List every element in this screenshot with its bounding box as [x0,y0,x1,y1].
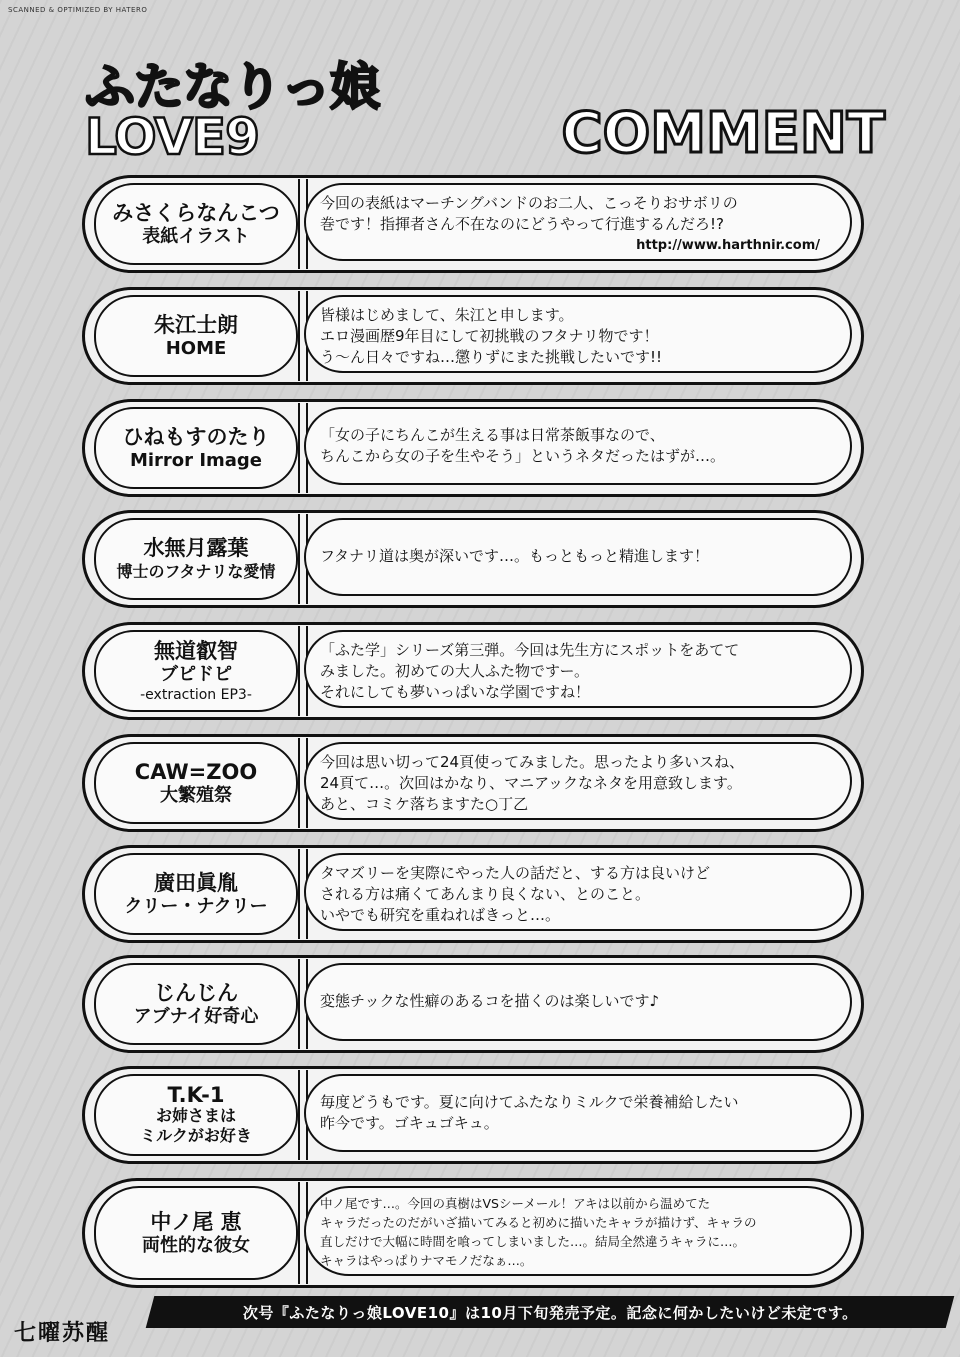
comment-entry [82,287,864,385]
author-name: 廣田眞胤 [154,871,238,895]
comment-box [304,1186,852,1276]
comment-entry [82,845,864,943]
comment-line: 皆様はじめまして、朱江と申します。 [320,306,574,324]
comment-box [304,518,852,596]
work-title-line2: ミルクがお好き [140,1126,252,1145]
work-subtitle: -extraction EP3- [140,687,252,703]
author-box [94,1074,298,1156]
comment-box [304,742,852,820]
comment-entry [82,622,864,720]
comment-line: 昨今です。ゴキュゴキュ。 [320,1114,499,1132]
comment-line: みました。初めての大人ふた物ですー。 [320,662,589,680]
comment-line: それにしても夢いっぱいな学園ですね！ [320,683,591,701]
comment-box [304,630,852,708]
next-issue-text: 次号『ふたなりっ娘LOVE10』は10月下旬発売予定。記念に何かしたいけど未定です。 [242,1303,858,1322]
comment-line: 中ノ尾です…。今回の真樹はVSシーメール！アキは以前から温めてた [320,1196,711,1211]
comment-line: 変態チックな性癖のあるコを描くのは楽しいです♪ [320,992,660,1010]
comment-line: フタナリ道は奥が深いです…。もっともっと精進します！ [320,547,709,565]
comment-line: キャラだったのだがいざ描いてみると初めに描いたキャラが描けず、キャラの [320,1215,757,1230]
comment-line: 「ふた学」シリーズ第三弾。今回は先生方にスポットをあてて [320,641,740,659]
work-title: 博士のフタナリな愛情 [116,562,276,581]
author-box [94,1186,298,1280]
next-issue-banner [146,1296,955,1328]
author-name: ひねもすのたり [122,425,270,449]
comment-entry [82,175,864,273]
author-box [94,742,298,824]
comment-line: 直しだけで大幅に時間を喰ってしまいました…。結局全然違うキャラに…。 [320,1234,746,1249]
comment-box [304,853,852,931]
comment-line: される方は痛くてあんまり良くない、とのこと。 [320,885,651,903]
work-title: お姉さまは [155,1106,236,1125]
comment-line: ちんこから女の子を生やそう」というネタだったはずが…。 [320,447,726,465]
author-box [94,518,298,600]
comment-box [304,183,852,261]
comment-title: COMMENT [561,101,885,166]
scan-credit: SCANNED & OPTIMIZED BY HATERO [8,6,148,14]
comment-line: 「女の子にちんこが生える事は日常茶飯事なので、 [320,426,665,444]
author-box [94,853,298,935]
comment-box [304,963,852,1041]
comment-line: う〜ん日々ですね…懲りずにまた挑戦したいです!! [320,348,663,366]
page-header [85,58,885,166]
comment-line: 巻です！指揮者さん不在なのにどうやって行進するんだろ!? [320,215,724,233]
work-title: アブナイ好奇心 [133,1006,259,1027]
author-name: 水無月露葉 [143,536,249,560]
comment-entry [82,1066,864,1164]
comment-entry [82,399,864,497]
work-title: ブピドピ [160,664,232,685]
comment-line: キャラはやっぱりナマモノだなぁ…。 [320,1253,533,1268]
author-name: じんじん [154,981,238,1005]
comment-line: タマズリーを実際にやった人の話だと、する方は良いけど [320,864,711,882]
comment-box [304,407,852,485]
comment-line: あと、コミケ落ちますた○丁乙 [320,795,529,813]
author-name: 無道叡智 [154,639,238,663]
work-title: HOME [165,338,227,359]
work-title: 大繁殖祭 [160,785,232,806]
watermark-pattern: ​ [25,231,55,368]
author-name: CAW=ZOO [134,760,258,784]
comment-line: 今回の表紙はマーチングバンドのお二人、こっそりおサボリの [320,194,738,212]
comment-line: 毎度どうもです。夏に向けてふたなりミルクで栄養補給したい [320,1093,739,1111]
work-title: 両性的な彼女 [142,1235,250,1256]
comment-entry [82,734,864,832]
comment-line: 24頁て…。次回はかなり、マニアックなネタを用意致します。 [320,774,742,792]
comment-line: 今回は思い切って24頁使ってみました。思ったより多いスね、 [320,753,745,771]
page-signature: 七曜苏醒 [14,1320,111,1346]
comment-entry [82,510,864,608]
work-title: クリー・ナクリー [124,896,268,917]
author-box [94,407,298,489]
author-box [94,295,298,377]
author-url[interactable]: http://www.harthnir.com/ [636,238,820,253]
work-title: Mirror Image [129,450,263,471]
magazine-title: ふたなりっ娘LOVE9 [85,58,379,166]
author-name: みさくらなんこつ [112,201,280,225]
comment-line: エロ漫画歴9年目にして初挑戦のフタナリ物です！ [320,327,659,345]
author-name: T.K-1 [167,1083,225,1107]
comment-line: いやでも研究を重ねればきっと…。 [320,906,561,924]
author-box [94,963,298,1045]
comment-box [304,295,852,373]
work-title: 表紙イラスト [142,226,250,247]
comment-entry [82,955,864,1053]
author-name: 朱江士朗 [154,313,238,337]
author-box [94,183,298,265]
author-name: 中ノ尾 恵 [150,1210,242,1234]
comment-entry [82,1178,864,1288]
comment-box [304,1074,852,1152]
author-box [94,630,298,712]
